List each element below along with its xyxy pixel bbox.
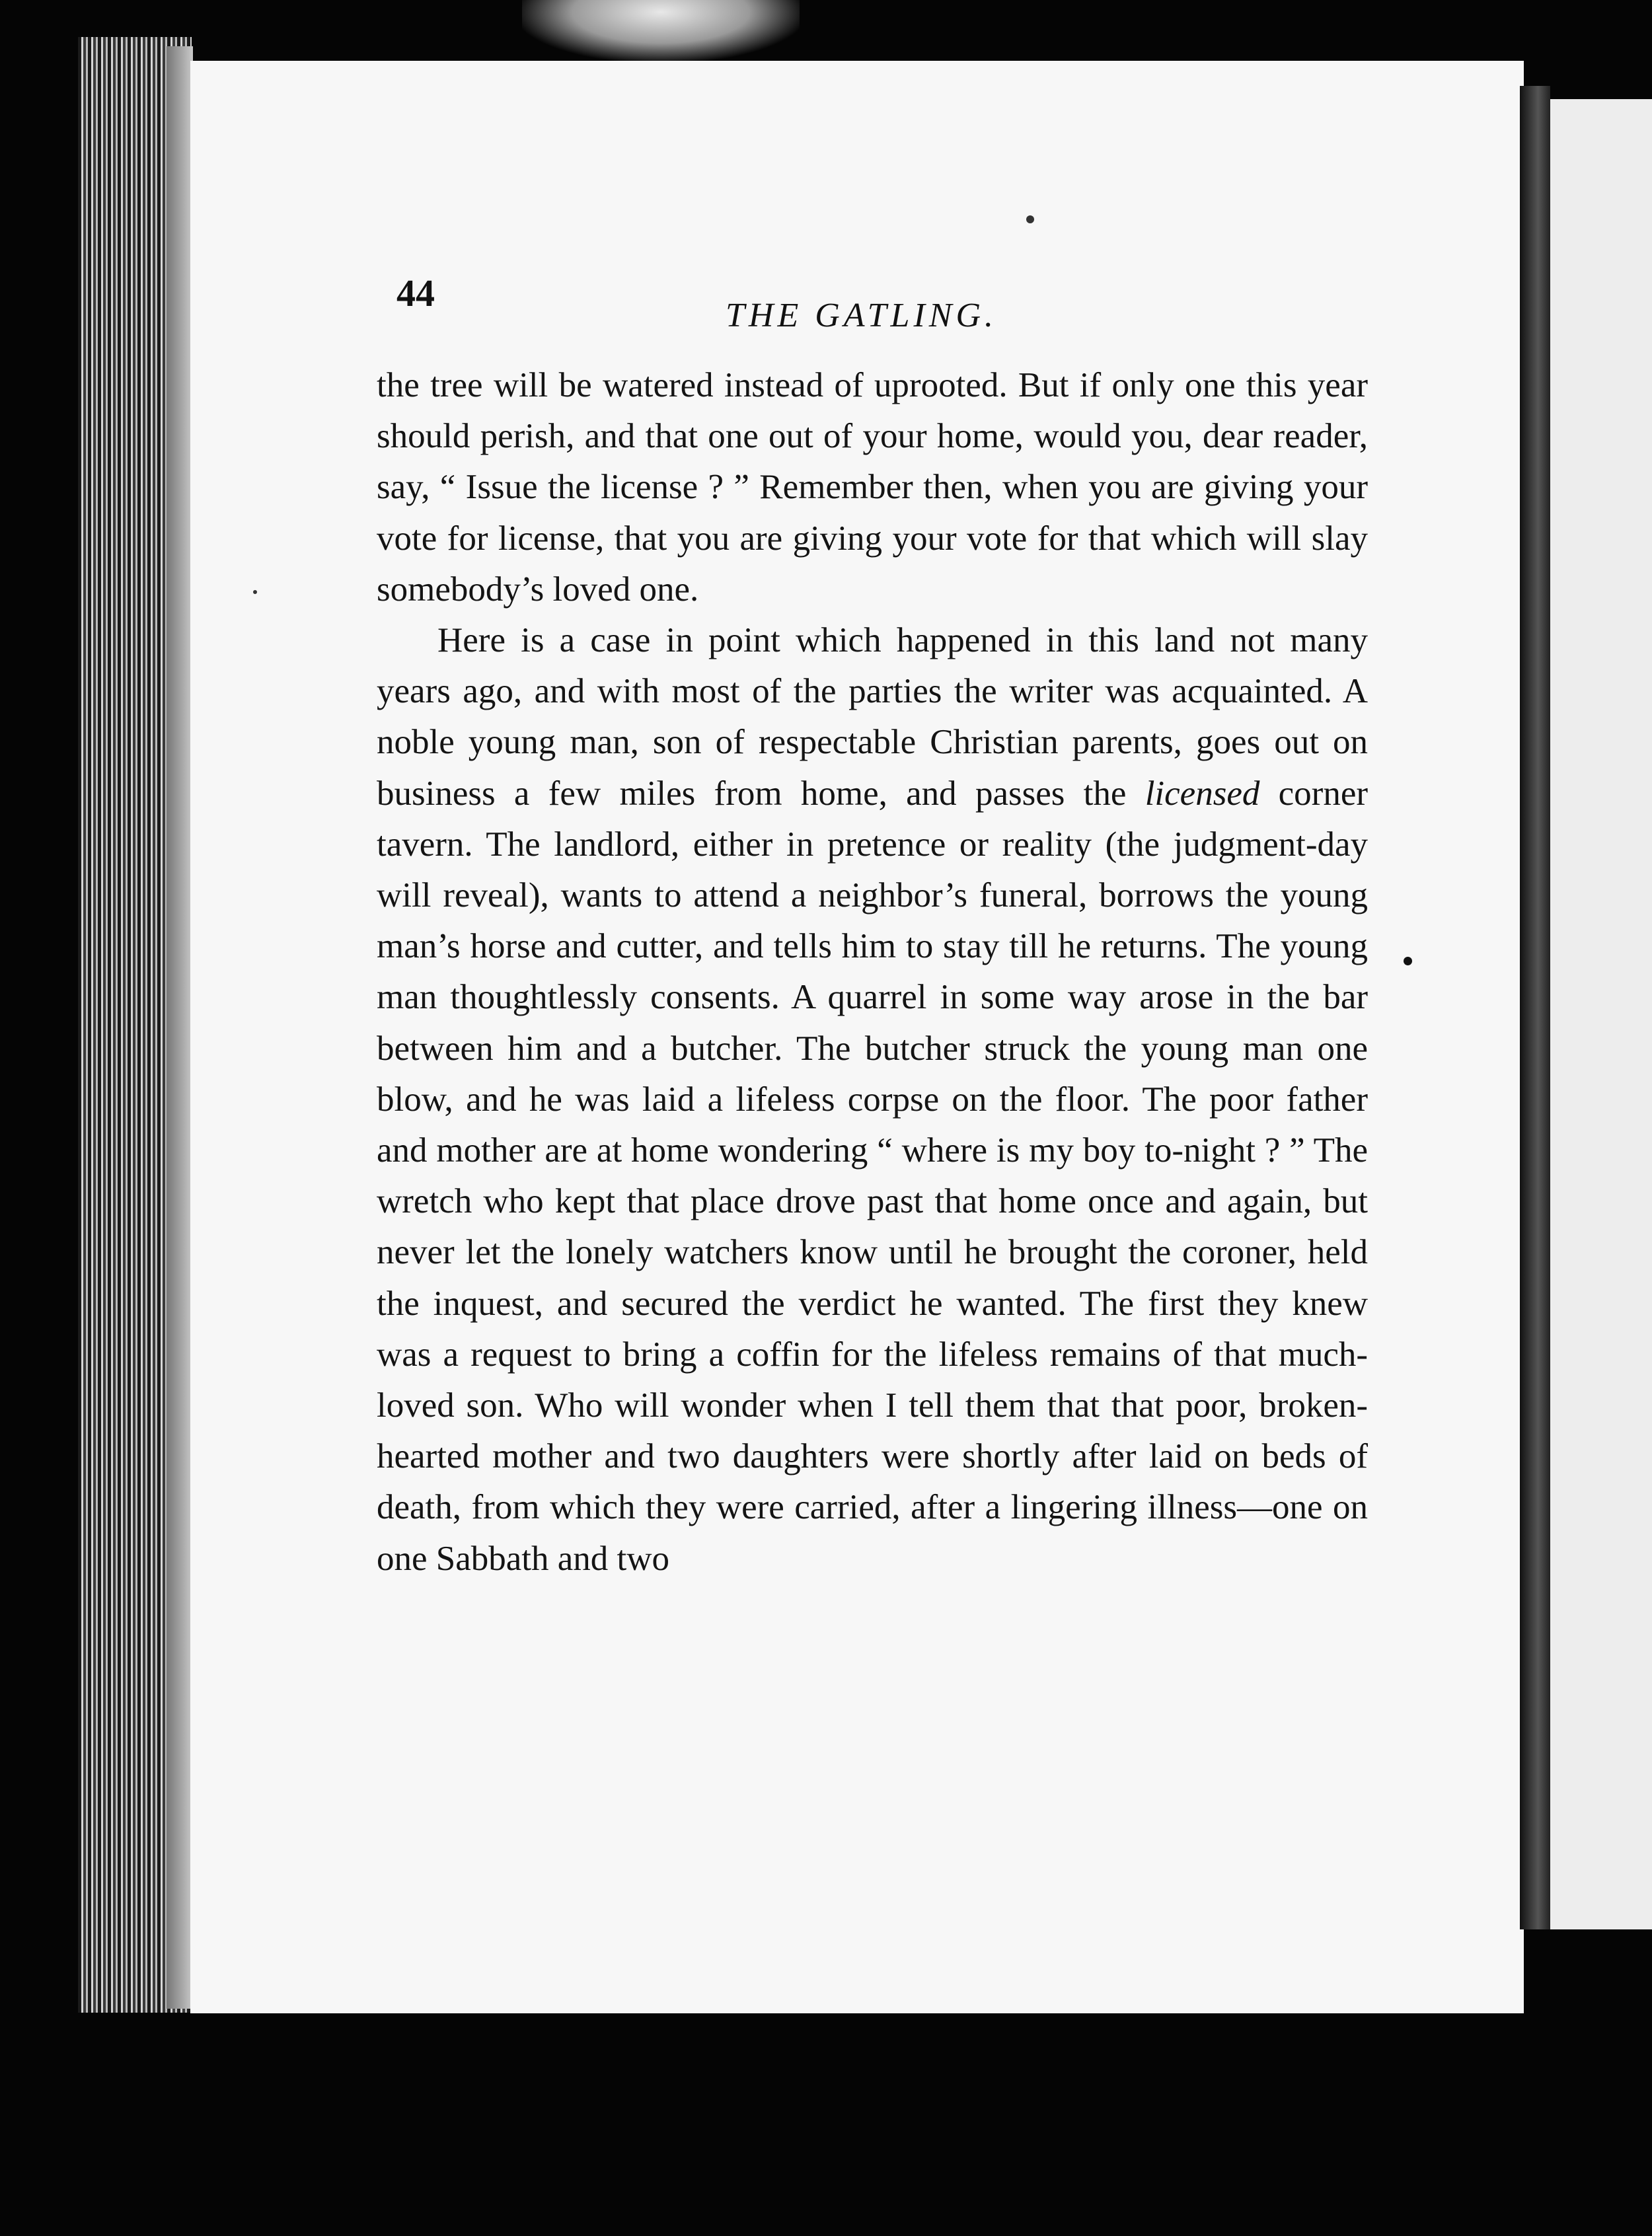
paragraph: the tree will be watered instead of uprooted. But if only one this year should perish, and that one out of your home, would you, dear reader, say, “ Issue the license ? ” Remember then, when you are giving your vote for license, that you are giving your vote for that which will slay somebody’s loved one. — [377, 366, 1368, 609]
ink-speck — [1026, 215, 1034, 223]
facing-page — [1550, 99, 1652, 1929]
paragraph-text: corner tavern. The landlord, either in pretence or reality (the judgment-day will reveal), wants to attend a neighbor’s funeral, borrows the young man’s horse and cutter, and tells him to stay till he returns. The young man thoughtlessly consents. A quarrel in some way arose in the bar between him and a butcher. The butcher struck the young man one blow, and he was laid a lifeless corpse on the floor. The poor father and mother are at home wondering “ where is my boy to-night ? ” The wretch who kept that place drove past that home once and again, but never let the lonely watchers know until he brought the coroner, held the inquest, and secured the verdict he wanted. The first they knew was a request to bring a coffin for the lifeless remains of that much-loved son. Who will wonder when I tell them that that poor, broken-hearted mother and two daughters were shortly after laid on beds of death, from which they were carried, after a lingering illness—one on one Sabbath and two — [377, 774, 1369, 1578]
paragraph — [377, 615, 1368, 1584]
body-text — [377, 360, 1368, 1584]
torn-paper-mark — [522, 0, 800, 61]
running-head: THE GATLING. — [726, 297, 998, 334]
facing-page-spine — [1520, 86, 1550, 1929]
ink-speck — [1404, 957, 1412, 965]
emphasis: licensed — [1145, 774, 1260, 813]
page-edge-shadow — [167, 46, 193, 2009]
ink-speck — [253, 590, 257, 594]
paragraph-text: Here is a case in point which happened in this land not many years ago, and with most of the parties the writer was acquainted. A noble young man, son of respectable Christian parents, goes out on business a few miles from home, and passes the — [377, 621, 1368, 813]
page-number: 44 — [396, 272, 435, 315]
